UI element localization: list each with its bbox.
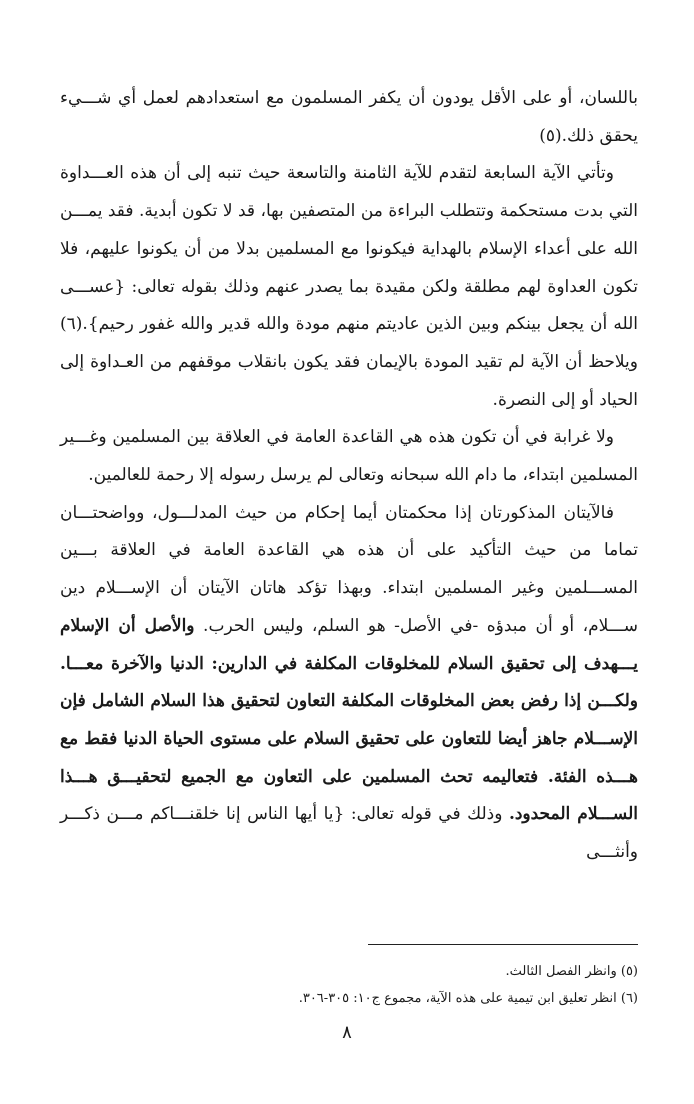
- paragraph-4: [60, 495, 638, 872]
- paragraph-2: وتأتي الآية السابعة لتقدم للآية الثامنة والتاسعة حيث تنبه إلى أن هذه العـــداوة التي بدت مستحكمة وتتطلب البراءة من المتصفين بها، قد لا تكون أبدية. فقد يمـــن الله على أعداء الإسلام بالهداية فيكونوا مع المسلمين بدلا من أن يكونوا عليهم، فلا تكون العداوة لهم مطلقة ولكن مقيدة بما يصدر عنهم وذلك بقوله تعالى: {عســـى الله أن يجعل بينكم وبين الذين عاديتم منهم مودة والله قدير والله غفور رحيم}.(٦) ويلاحظ أن الآية لم تقيد المودة بالإيمان فقد يكون بانقلاب موقفهم من العـداوة إلى الحياد أو إلى النصرة.: [60, 163, 638, 410]
- paragraph-3: ولا غرابة في أن تكون هذه هي القاعدة العامة في العلاقة بين المسلمين وغـــير المسلمين ابتداء، ما دام الله سبحانه وتعالى لم يرسل رسوله إلا رحمة للعالمين.: [60, 427, 638, 486]
- footnote-6: (٦) انظر تعليق ابن تيمية على هذه الآية، مجموع ج١٠: ٣٠٥-٣٠٦.: [298, 991, 638, 1006]
- paragraph-4-text: فالآيتان المذكورتان إذا محكمتان أيما إحكام من حيث المدلـــول، وواضحتـــان تماما من حيث التأكيد على أن هذه هي القاعدة العامة في العلاقة بـــين المســـلمين وغير المسلمين ابتداء. وبهذا تؤكد هاتان الآيتان أن الإســـلام دين ســـلام، أو أن مبدؤه -في الأصل- هو السلم، وليس الحرب.: [60, 502, 638, 636]
- page-number: ٨: [342, 1022, 352, 1043]
- footnote-divider: [368, 944, 638, 945]
- body-text: [60, 80, 638, 872]
- paragraph-4-bold-text: والأصل أن الإسلام يـــهدف إلى تحقيق السلام للمخلوقات المكلفة في الدارين: الدنيا والآخرة معـــا. ولكـــن إذا رفض بعض المخلوقات المكلفة التعاون لتحقيق هذا السلام الشامل فإن الإســـلام جاهز أيضا للتعاون على تحقيق السلام على مستوى الحياة الدنيا فقط مع هـــذه الفئة. فتعاليمه تحث المسلمين على التعاون مع الجميع لتحقيـــق هـــذا الســـلام المحدود.: [60, 615, 638, 825]
- footnotes: [60, 958, 638, 1012]
- paragraph-4-tail-text: وذلك في قوله تعالى: {يا أيها الناس إنا خلقنـــاكم مـــن ذكـــر وأنثـــى: [60, 804, 638, 863]
- paragraph-1: باللسان، أو على الأقل يودون أن يكفر المسلمون مع استعدادهم لعمل أي شـــيء يحقق ذلك.(٥): [60, 88, 638, 146]
- footnote-5: (٥) وانظر الفصل الثالث.: [505, 964, 638, 979]
